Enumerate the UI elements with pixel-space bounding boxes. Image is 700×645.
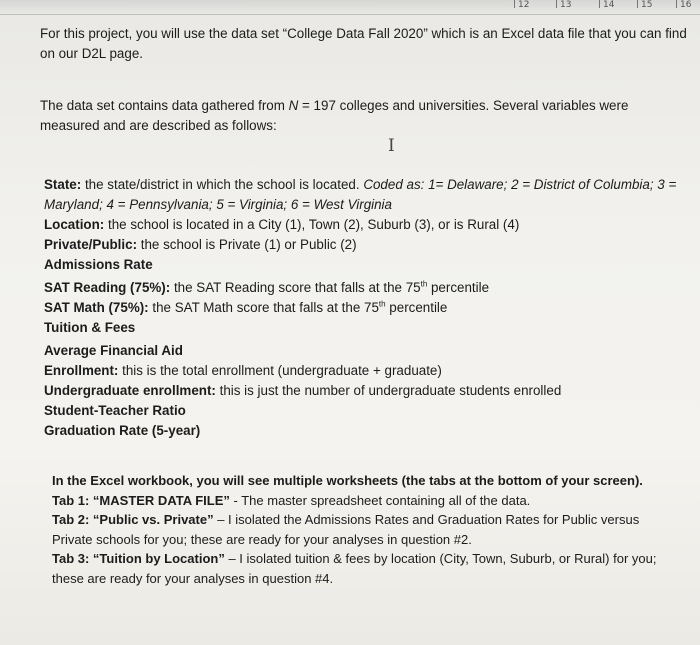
document-body[interactable] (40, 24, 690, 588)
ruler-tick: 12 (518, 0, 530, 10)
tab-description: – I isolated tuition & fees by location (City, Town, Suburb, or Rural) for you; these are ready for your analyses in question #4. (52, 551, 657, 586)
tab-label: Tab 3: “Tuition by Location” (52, 551, 225, 566)
variable-label: SAT Reading (75%): (44, 280, 171, 295)
variable-undergrad (44, 381, 690, 401)
variable-state (44, 175, 690, 215)
superscript: th (378, 299, 386, 309)
variable-description: the SAT Reading score that falls at the 75 (170, 280, 421, 295)
n-symbol: N (288, 98, 299, 113)
variable-list (44, 175, 690, 441)
variable-description-end: percentile (385, 300, 448, 315)
variable-sat-math (44, 298, 690, 318)
variable-label: Undergraduate enrollment: (44, 383, 216, 398)
variable-label: Location: (44, 217, 105, 232)
workbook-tab3 (52, 549, 682, 588)
variable-description: the state/district in which the school is located. (81, 177, 364, 192)
variable-label: Private/Public: (44, 237, 138, 252)
ruler-tick: 13 (560, 0, 572, 10)
variable-label: State: (44, 177, 82, 192)
dataset-text-end: = 197 colleges and universities. Several variables were measured and are described as follows: (40, 98, 629, 133)
variable-description: the school is located in a City (1), Town (2), Suburb (3), or is Rural (4) (104, 217, 520, 232)
ruler-tick: 14 (603, 0, 615, 10)
variable-grad-rate: Graduation Rate (5-year) (44, 423, 201, 438)
ruler-tick: 15 (641, 0, 653, 10)
tab-description: - The master spreadsheet containing all of the data. (229, 492, 531, 508)
ruler-tick: 16 (680, 0, 692, 10)
workbook-tab2 (52, 510, 682, 549)
variable-label: SAT Math (75%): (44, 300, 149, 315)
variable-financial-aid: Average Financial Aid (44, 343, 183, 358)
variable-description: this is just the number of undergraduate students enrolled (215, 383, 562, 398)
variable-private-public (44, 235, 690, 255)
variable-description-end: percentile (427, 280, 490, 295)
text-cursor-icon: I (388, 136, 395, 156)
variable-coding: Coded as: 1= Delaware; 2 = District of Columbia; 3 = Maryland; 4 = Pennsylvania; 5 = Virginia; 6 = West Virginia (44, 177, 677, 212)
workbook-section (52, 471, 682, 588)
variable-description: the school is Private (1) or Public (2) (137, 237, 357, 252)
intro-paragraph: For this project, you will use the data set “College Data Fall 2020” which is an Excel data file that you can find on our D2L page. (40, 26, 687, 61)
variable-label: Enrollment: (44, 363, 119, 378)
tab-label: Tab 2: “Public vs. Private” (52, 512, 214, 527)
superscript: th (420, 279, 428, 289)
variable-enrollment (44, 361, 690, 381)
variable-sat-reading (44, 278, 690, 298)
variable-tuition: Tuition & Fees (44, 320, 136, 335)
variable-description: the SAT Math score that falls at the 75 (148, 300, 379, 315)
workbook-intro: In the Excel workbook, you will see multiple worksheets (the tabs at the bottom of your screen). (52, 473, 643, 488)
tab-label: Tab 1: “MASTER DATA FILE” (52, 492, 230, 508)
workbook-tab1 (52, 491, 682, 511)
variable-description: this is the total enrollment (undergraduate + graduate) (118, 363, 442, 378)
ruler (0, 0, 700, 15)
variable-ratio: Student-Teacher Ratio (44, 403, 186, 418)
variable-location (44, 215, 690, 235)
variable-admissions: Admissions Rate (44, 257, 153, 272)
tab-description: – I isolated the Admissions Rates and Graduation Rates for Public versus Private schools for you; these are ready for your analyses in question #2. (52, 512, 640, 547)
dataset-text: The data set contains data gathered from (40, 98, 289, 113)
dataset-paragraph (40, 96, 690, 136)
